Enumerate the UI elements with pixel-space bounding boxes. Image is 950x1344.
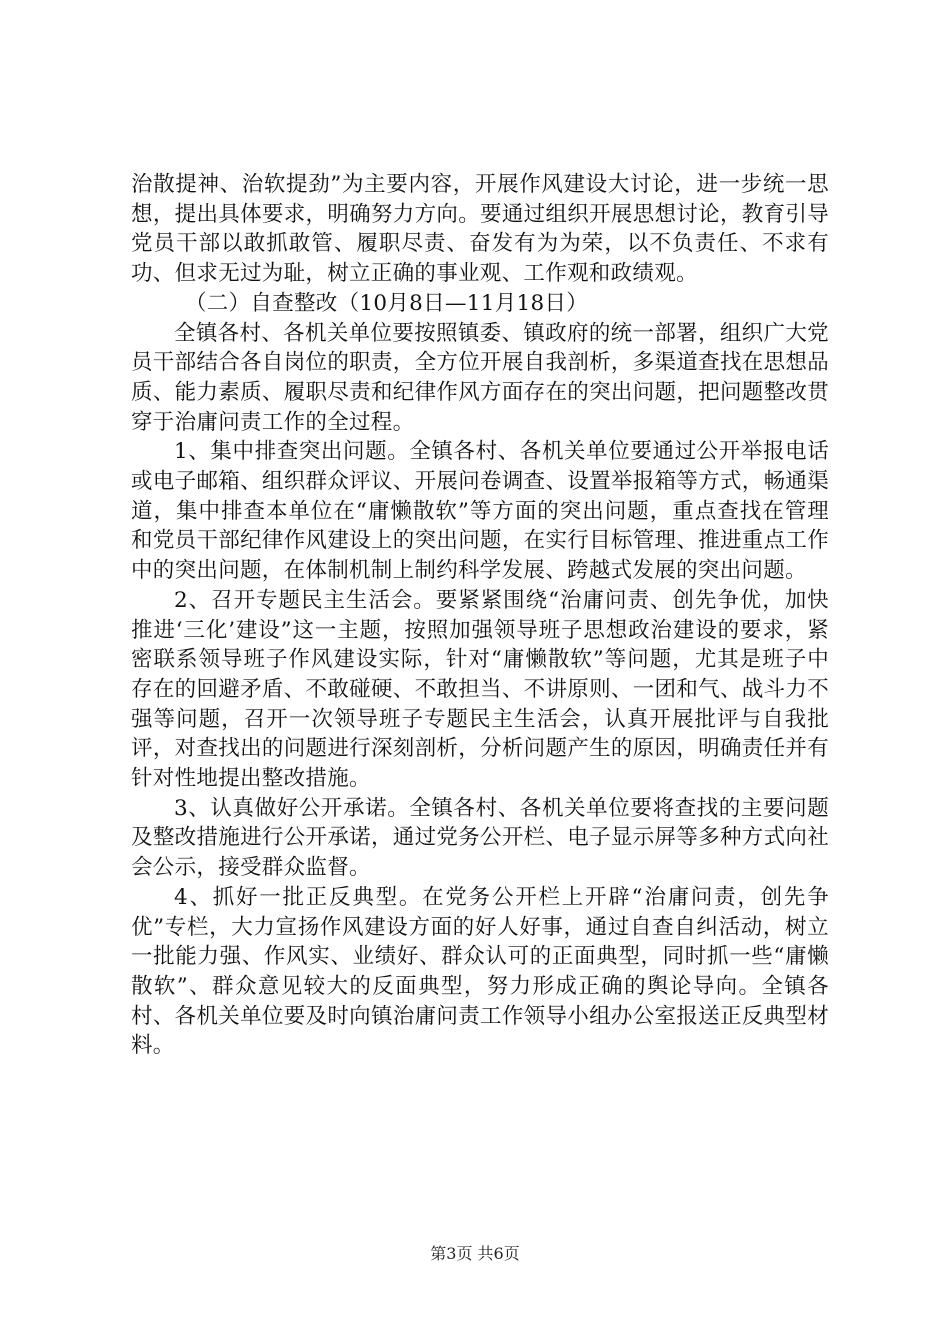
paragraph-continuation: 治散提神、治软提劲”为主要内容，开展作风建设大讨论，进一步统一思想，提出具体要求，明确努力方向。要通过组织开展思想讨论，教育引导党员干部以敢抓敢管、履职尽责、奋发有为为荣，以不负责任、不求有功、但求无过为耻，树立正确的事业观、工作观和政绩观。 [131, 172, 829, 287]
paragraph-item-3: 3、认真做好公开承诺。全镇各村、各机关单位要将查找的主要问题及整改措施进行公开承诺，通过党务公开栏、电子显示屏等多种方式向社会公示，接受群众监督。 [131, 795, 829, 881]
paragraph-item-1: 1、集中排查突出问题。全镇各村、各机关单位要通过公开举报电话或电子邮箱、组织群众评议、开展问卷调查、设置举报箱等方式，畅通渠道，集中排查本单位在“庸懒散软”等方面的突出问题，重点查找在管理和党员干部纪律作风建设上的突出问题，在实行目标管理、推进重点工作中的突出问题，在体制机制上制约科学发展、跨越式发展的突出问题。 [131, 439, 829, 584]
paragraph-intro: 全镇各村、各机关单位要按照镇委、镇政府的统一部署，组织广大党员干部结合各自岗位的职责，全方位开展自我剖析，多渠道查找在思想品质、能力素质、履职尽责和纪律作风方面存在的突出问题，把问题整改贯穿于治庸问责工作的全过程。 [131, 320, 829, 435]
page-number-footer: 第3页 共6页 [430, 1244, 520, 1263]
paragraph-item-4: 4、抓好一批正反典型。在党务公开栏上开辟“治庸问责，创先争优”专栏，大力宣扬作风建设方面的好人好事，通过自查自纠活动，树立一批能力强、作风实、业绩好、群众认可的正面典型，同时抓一些“庸懒散软”、群众意见较大的反面典型，努力形成正确的舆论导向。全镇各村、各机关单位要及时向镇治庸问责工作领导小组办公室报送正反典型材料。 [131, 884, 829, 1059]
paragraph-item-2: 2、召开专题民主生活会。要紧紧围绕“治庸问责、创先争优，加快推进‘三化’建设”这一主题，按照加强领导班子思想政治建设的要求，紧密联系领导班子作风建设实际，针对“庸懒散软”等问题，尤其是班子中存在的回避矛盾、不敢碰硬、不敢担当、不讲原则、一团和气、战斗力不强等问题，召开一次领导班子专题民主生活会，认真开展批评与自我批评，对查找出的问题进行深刻剖析，分析问题产生的原因，明确责任并有针对性地提出整改措施。 [131, 587, 829, 792]
section-heading-self-inspection: （二）自查整改（10月8日—11月18日） [185, 290, 589, 316]
document-body [131, 170, 829, 1061]
